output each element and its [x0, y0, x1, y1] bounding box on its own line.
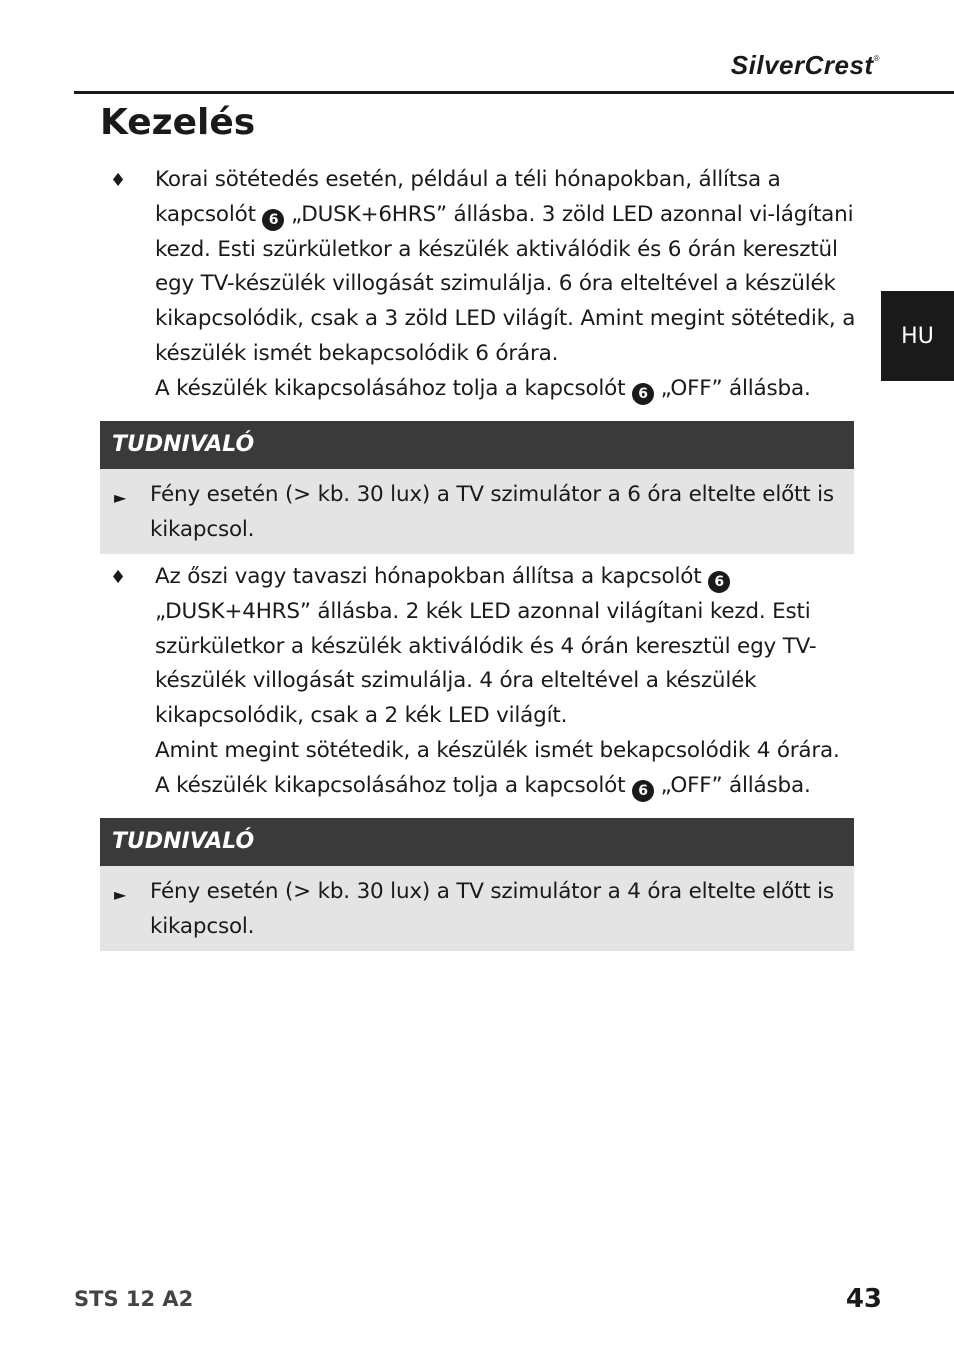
- item-paragraph: Amint megint sötétedik, a készülék ismét bekapcsolódik 4 órára.: [155, 737, 840, 763]
- item-paragraph: Az őszi vagy tavaszi hónapokban állítsa a kapcsolót 6 „DUSK+4HRS” állásba. 2 kék LED azonnal világítani kezd. Esti szürkületkor a készülék aktiválódik és 4 órán keresztül egy TV-készülék villogását szimulálja. 4 óra elteltével a készülék kikapcsolódik, csak a 2 kék LED világít.: [155, 564, 817, 729]
- note-box-2: [100, 818, 854, 951]
- page-title: Kezelés: [100, 102, 256, 143]
- item-paragraph: A készülék kikapcsolásához tolja a kapcsolót 6 „OFF” állásba.: [155, 372, 860, 407]
- note-text: Fény esetén (> kb. 30 lux) a TV szimulátor a 6 óra eltelte előtt is kikapcsol.: [150, 482, 834, 542]
- list-item-2: [100, 560, 860, 804]
- arrow-bullet-icon: ►: [114, 885, 127, 904]
- brand-name: SilverCrest: [730, 50, 874, 80]
- page-number: 43: [845, 1284, 882, 1314]
- item-paragraph: A készülék kikapcsolásához tolja a kapcsolót 6 „OFF” állásba.: [155, 769, 860, 804]
- switch-ref-icon: 6: [632, 780, 654, 802]
- diamond-bullet-icon: ♦: [110, 567, 127, 588]
- switch-ref-icon: 6: [708, 571, 730, 593]
- model-number: STS 12 A2: [74, 1287, 194, 1311]
- note-text: Fény esetén (> kb. 30 lux) a TV szimulátor a 4 óra eltelte előtt is kikapcsol.: [150, 879, 834, 939]
- item-paragraph: Korai sötétedés esetén, például a téli hónapokban, állítsa a kapcsolót 6 „DUSK+6HRS” állásba. 3 zöld LED azonnal vi-lágítani kezd. Esti szürkületkor a készülék aktiválódik és 6 órán keresztül egy TV-készülék villogását szimulálja. 6 óra elteltével a készülék kikapcsolódik, csak a 3 zöld LED világít. Amint megint sötétedik, a készülék ismét bekapcsolódik 6 órára.: [155, 167, 856, 366]
- switch-ref-icon: 6: [262, 209, 284, 231]
- switch-ref-icon: 6: [632, 383, 654, 405]
- brand-logo: [731, 50, 880, 81]
- note-body: [100, 866, 854, 951]
- note-box-1: [100, 421, 854, 554]
- note-body: [100, 469, 854, 554]
- note-heading: TUDNIVALÓ: [100, 421, 854, 469]
- language-tab: HU: [881, 291, 954, 381]
- header-rule: [74, 91, 954, 94]
- list-item-1: [100, 163, 860, 407]
- note-heading: TUDNIVALÓ: [100, 818, 854, 866]
- registered-mark: ®: [873, 54, 880, 63]
- diamond-bullet-icon: ♦: [110, 170, 127, 191]
- arrow-bullet-icon: ►: [114, 488, 127, 507]
